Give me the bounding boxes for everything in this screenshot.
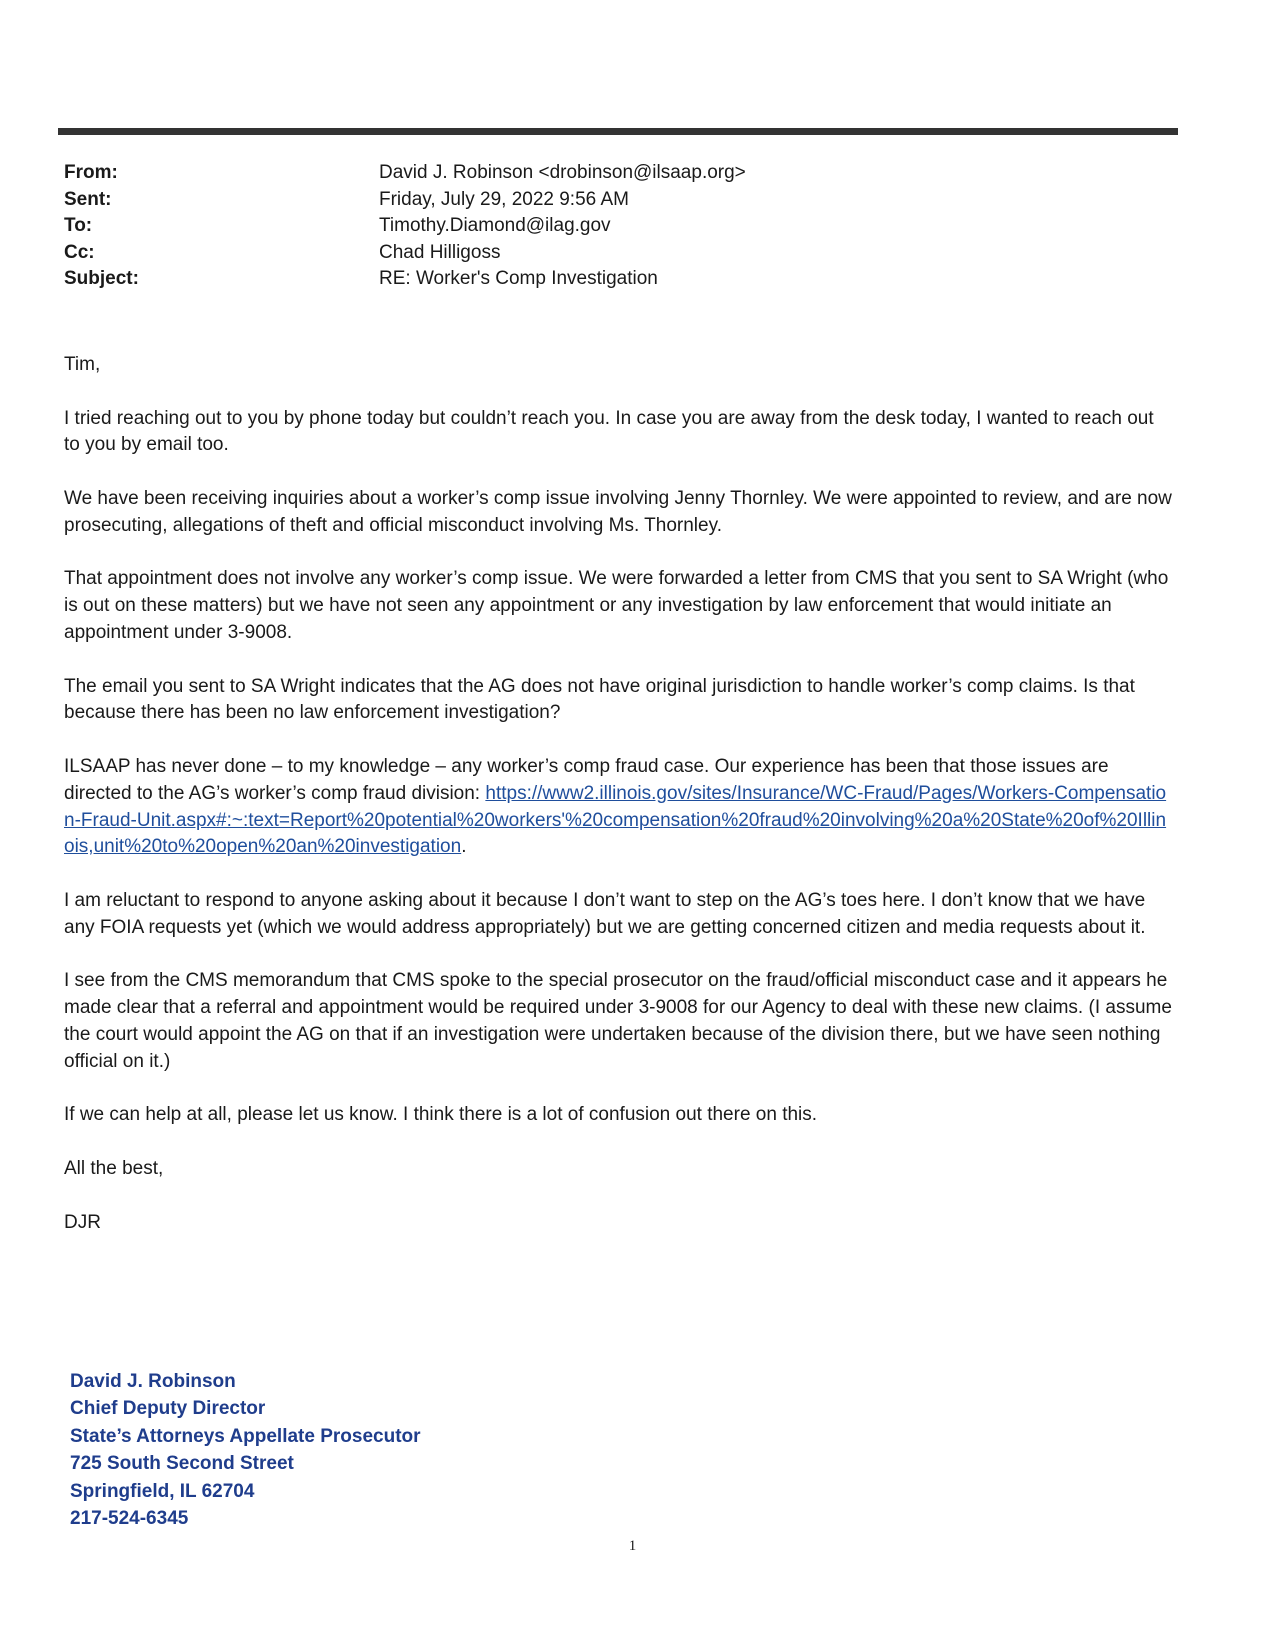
subject-row: [64, 266, 1164, 293]
sent-label: Sent:: [64, 188, 112, 210]
body-paragraph-5-end: .: [461, 836, 467, 858]
cc-row: [64, 240, 1164, 267]
from-value: David J. Robinson <drobinson@ilsaap.org>: [379, 162, 746, 183]
subject-label: Subject:: [64, 268, 139, 289]
sent-value: Friday, July 29, 2022 9:56 AM: [379, 188, 629, 210]
closing: All the best,: [64, 1157, 164, 1179]
body-paragraph-5-text: ILSAAP has never done – to my knowledge – any worker’s comp fraud case. Our experience has been that those issues are directed to the AG’s worker’s comp fraud division:: [64, 755, 1109, 804]
body-paragraph-5: [64, 754, 1174, 861]
signature-city: Springfield, IL 62704: [70, 1480, 255, 1502]
subject-value: RE: Worker's Comp Investigation: [379, 268, 658, 289]
to-value: Timothy.Diamond@ilag.gov: [379, 215, 611, 236]
email-body: [64, 352, 1174, 1263]
to-label: To:: [64, 215, 93, 236]
signature-organization: State’s Attorneys Appellate Prosecutor: [70, 1425, 421, 1447]
page-number: 1: [628, 1538, 637, 1554]
signature-street: 725 South Second Street: [70, 1453, 294, 1475]
email-header-block: [64, 160, 1164, 293]
cc-label: Cc:: [64, 241, 95, 263]
body-paragraph-3: That appointment does not involve any worker’s comp issue. We were forwarded a letter from CMS that you sent to SA Wright (who is out on these matters) but we have not seen any appointment or any investigation by law enforcement that would initiate an appointment under 3-9008.: [64, 568, 1169, 643]
cc-value: Chad Hilligoss: [379, 241, 501, 263]
from-row: [64, 160, 1164, 187]
body-paragraph-2: We have been receiving inquiries about a worker’s comp issue involving Jenny Thornley. We were appointed to review, and are now prosecuting, allegations of theft and official misconduct involving Ms. Thornley.: [64, 487, 1172, 536]
salutation: Tim,: [64, 354, 101, 375]
signature-title: Chief Deputy Director: [70, 1398, 266, 1420]
signature-block: [70, 1368, 421, 1532]
body-paragraph-4: The email you sent to SA Wright indicates that the AG does not have original jurisdiction to handle worker’s comp claims. Is that because there has been no law enforcement investigation?: [64, 675, 1135, 724]
sender-initials: DJR: [64, 1211, 101, 1233]
body-paragraph-6: I am reluctant to respond to anyone asking about it because I don’t want to step on the AG’s toes here. I don’t know that we have any FOIA requests yet (which we would address appropriately) but we are getting concerned citizen and media requests about it.: [64, 889, 1146, 938]
from-label: From:: [64, 162, 118, 183]
signature-phone: 217-524-6345: [70, 1508, 189, 1530]
header-divider: [58, 128, 1178, 135]
wc-fraud-unit-link[interactable]: https://www2.illinois.gov/sites/Insurance/WC-Fraud/Pages/Workers-Compensation-Fraud-Unit.aspx#:~:text=Report%20potential%20workers'%20compensation%20fraud%20involving%20a%20State%20of%20Illinois,unit%20to%20open%20an%20investigation: [64, 782, 1167, 858]
sent-row: [64, 187, 1164, 214]
signature-name: David J. Robinson: [70, 1371, 236, 1392]
body-paragraph-1: I tried reaching out to you by phone today but couldn’t reach you. In case you are away from the desk today, I wanted to reach out to you by email too.: [64, 407, 1154, 456]
to-row: [64, 213, 1164, 240]
body-paragraph-8: If we can help at all, please let us know. I think there is a lot of confusion out there on this.: [64, 1104, 818, 1126]
body-paragraph-7: I see from the CMS memorandum that CMS spoke to the special prosecutor on the fraud/official misconduct case and it appears he made clear that a referral and appointment would be required under 3-9008 for our Agency to deal with these new claims. (I assume the court would appoint the AG on that if an investigation were undertaken because of the division there, but we have seen nothing official on it.): [64, 970, 1172, 1072]
